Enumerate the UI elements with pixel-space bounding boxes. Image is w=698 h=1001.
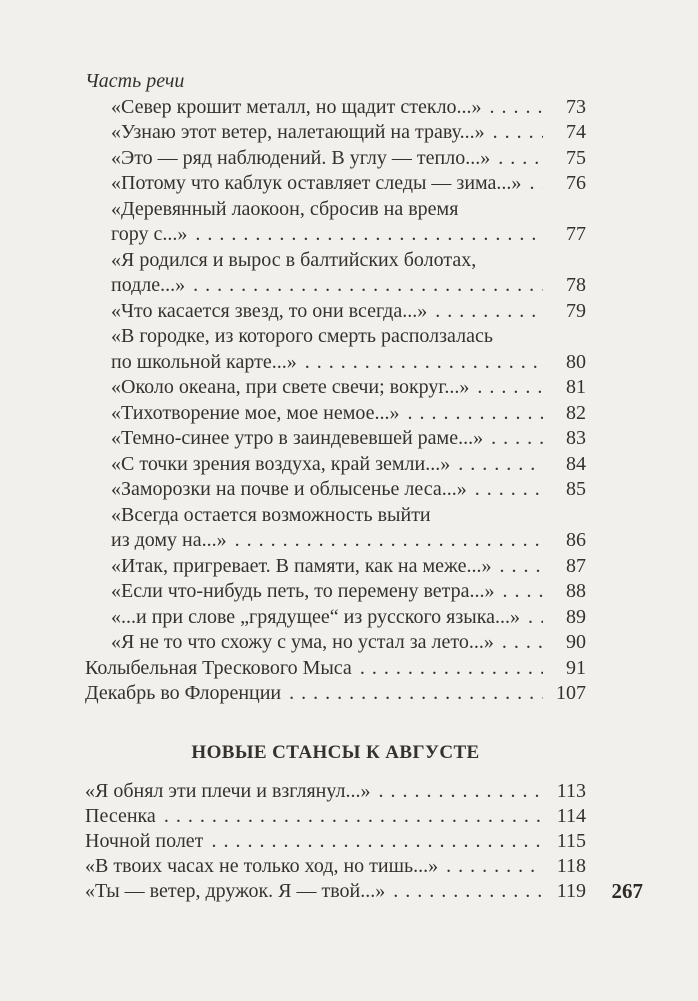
dot-leader [446, 854, 543, 879]
toc-entry-title: «Узнаю этот ветер, налетающий на траву...» [111, 121, 485, 143]
toc-entry [85, 299, 586, 325]
toc-entry [85, 829, 586, 854]
toc-entry [85, 554, 586, 580]
toc-entry [85, 248, 586, 274]
dot-leader [164, 804, 543, 829]
dot-leader [498, 146, 543, 172]
toc-entry-page: 113 [556, 779, 586, 802]
toc-entry-title: «В городке, из которого смерть расползалась [111, 325, 493, 347]
dot-leader [193, 273, 543, 299]
dot-leader [235, 528, 543, 554]
dot-leader [408, 401, 543, 427]
toc-entry [85, 477, 586, 503]
toc-entry [85, 879, 586, 904]
toc-entry-title: «Ты — ветер, дружок. Я — твой...» [85, 879, 386, 902]
section-heading-chast-rechi: Часть речи [85, 70, 185, 92]
dot-leader [195, 222, 543, 248]
dot-leader [305, 350, 543, 376]
toc-entry [85, 630, 586, 656]
toc-entry [85, 146, 586, 172]
toc-entry [85, 350, 586, 376]
toc-entry-page: 114 [556, 804, 586, 827]
toc-entry [85, 95, 586, 121]
toc-entry-page: 73 [566, 95, 586, 118]
dot-leader [502, 630, 543, 656]
toc-entry [85, 503, 586, 529]
toc-entry-title: подле...» [111, 274, 186, 296]
toc-entry-title: Песенка [85, 804, 156, 827]
section-heading-novye-stansy: НОВЫЕ СТАНСЫ К АВГУСТЕ [191, 741, 480, 763]
toc-entry-page: 86 [566, 529, 586, 551]
dot-leader [529, 171, 543, 197]
toc-entry-title: «Я не то что схожу с ума, но устал за лето...» [111, 631, 494, 653]
toc-entry [85, 528, 586, 554]
toc-entry-page: 80 [566, 350, 586, 373]
toc-entry [85, 171, 586, 197]
toc-entry-page: 82 [566, 401, 586, 424]
toc-entry-title: «С точки зрения воздуха, край земли...» [111, 452, 451, 475]
toc-entry-page: 74 [566, 121, 586, 143]
dot-leader [289, 681, 543, 707]
toc-entry-title: «Это — ряд наблюдений. В углу — тепло...» [111, 146, 491, 169]
toc-entry-page: 76 [566, 172, 586, 194]
toc-entry [85, 804, 586, 829]
toc-entry-page: 75 [566, 146, 586, 169]
page-number-folio: 267 [611, 879, 643, 903]
toc-entry-page: 91 [566, 656, 586, 679]
dot-leader [458, 452, 543, 478]
toc-content [85, 69, 586, 904]
toc-entry-title: «Потому что каблук оставляет следы — зима...» [111, 172, 522, 194]
dot-leader [211, 829, 543, 854]
toc-entry-title: «Я обнял эти плечи и взглянул...» [85, 779, 371, 802]
dot-leader [475, 477, 543, 503]
toc-entry-title: «Если что-нибудь петь, то перемену ветра...» [111, 580, 495, 602]
dot-leader [360, 656, 543, 682]
dot-leader [499, 554, 543, 580]
dot-leader [477, 375, 543, 401]
toc-entry-title: из дому на...» [111, 529, 227, 551]
toc-entry [85, 854, 586, 879]
toc-entry-page: 84 [566, 452, 586, 475]
dot-leader [528, 605, 543, 631]
dot-leader [393, 879, 543, 904]
toc-entry-title: «Заморозки на почве и облысенье леса...» [111, 478, 467, 500]
toc-entry-page: 87 [566, 554, 586, 577]
toc-entry [85, 222, 586, 248]
toc-entry-title: «...и при слове „грядущее“ из русского языка...» [111, 605, 520, 628]
toc-entry [85, 605, 586, 631]
toc-entry [85, 401, 586, 427]
toc-entry-title: гору с...» [111, 223, 188, 245]
toc-entry-title: «Север крошит металл, но щадит стекло...» [111, 95, 482, 118]
toc-entry-page: 83 [566, 427, 586, 449]
toc-entry-title: «Темно-синее утро в заиндевевшей раме...» [111, 427, 484, 449]
toc-entry-page: 79 [566, 299, 586, 322]
toc-entry [85, 779, 586, 804]
dot-leader [493, 120, 543, 146]
toc-entry-page: 85 [566, 478, 586, 500]
toc-entry-page: 115 [556, 829, 586, 852]
toc-entry-title: «Около океана, при свете свечи; вокруг...» [111, 376, 470, 398]
dot-leader [435, 299, 543, 325]
toc-entry [85, 375, 586, 401]
toc-entry [85, 197, 586, 223]
toc-entry-title: «Деревянный лаокоон, сбросив на время [111, 197, 459, 220]
toc-list-novye-stansy [85, 779, 586, 904]
toc-entry [85, 324, 586, 350]
dot-leader [503, 579, 543, 605]
toc-entry-title: «Что касается звезд, то они всегда...» [111, 299, 428, 322]
toc-entry-page: 89 [566, 605, 586, 628]
toc-entry-title: «В твоих часах не только ход, но тишь...» [85, 854, 439, 877]
toc-entry-page: 81 [566, 376, 586, 398]
toc-entry-title: «Тихотворение мое, мое немое...» [111, 401, 400, 424]
toc-entry-page: 88 [566, 580, 586, 602]
toc-entry [85, 273, 586, 299]
toc-entry-title: «Всегда остается возможность выйти [111, 503, 431, 526]
toc-entry-page: 119 [556, 879, 586, 902]
toc-entry [85, 681, 586, 707]
toc-entry [85, 656, 586, 682]
toc-entry-title: Декабрь во Флоренции [85, 682, 282, 704]
dot-leader [378, 779, 543, 804]
toc-entry [85, 579, 586, 605]
toc-entry-page: 78 [566, 274, 586, 296]
toc-entry-title: Колыбельная Трескового Мыса [85, 656, 352, 679]
toc-entry-page: 107 [556, 682, 586, 704]
toc-entry-title: «Итак, пригревает. В памяти, как на меже...» [111, 554, 492, 577]
toc-entry [85, 120, 586, 146]
toc-entry-page: 118 [556, 854, 586, 877]
toc-entry-title: Ночной полет [85, 829, 204, 852]
toc-entry-page: 77 [566, 223, 586, 245]
toc-entry [85, 426, 586, 452]
dot-leader [490, 95, 543, 121]
toc-entry [85, 452, 586, 478]
toc-entry-title: по школьной карте...» [111, 350, 297, 373]
toc-entry-title: «Я родился и вырос в балтийских болотах, [111, 248, 477, 271]
toc-list-chast-rechi [85, 95, 586, 707]
dot-leader [491, 426, 543, 452]
toc-entry-page: 90 [566, 631, 586, 653]
